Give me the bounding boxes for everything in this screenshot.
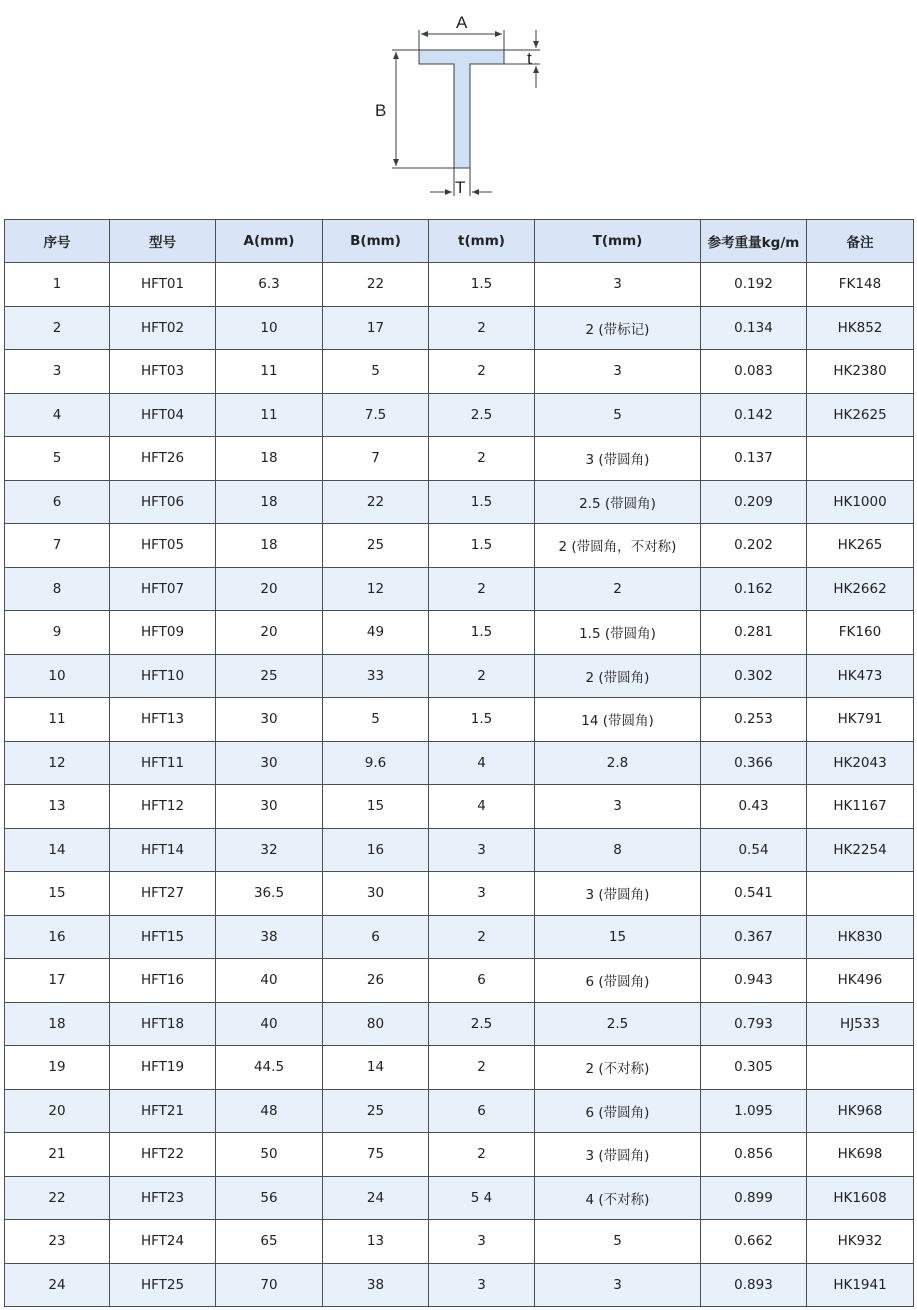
- cell-a: 20: [216, 567, 323, 611]
- cell-weight: 0.893: [701, 1263, 807, 1307]
- cell-t-large: 1.5 (带圆角): [535, 611, 701, 655]
- cell-a: 10: [216, 306, 323, 350]
- cell-t-small: 3: [429, 828, 535, 872]
- cell-index: 4: [5, 393, 110, 437]
- cell-t-small: 2.5: [429, 393, 535, 437]
- cell-model: HFT03: [110, 350, 216, 394]
- cell-a: 30: [216, 698, 323, 742]
- cell-index: 16: [5, 915, 110, 959]
- cell-t-small: 2: [429, 1046, 535, 1090]
- cell-remark: HK265: [807, 524, 914, 568]
- table-row: [5, 959, 914, 1003]
- cell-a: 30: [216, 741, 323, 785]
- cell-t-small: 3: [429, 1220, 535, 1264]
- cell-weight: 0.366: [701, 741, 807, 785]
- cell-model: HFT23: [110, 1176, 216, 1220]
- cell-weight: 0.793: [701, 1002, 807, 1046]
- table-row: [5, 654, 914, 698]
- cell-t-large: 3: [535, 350, 701, 394]
- cell-remark: FK160: [807, 611, 914, 655]
- cell-a: 40: [216, 1002, 323, 1046]
- cell-weight: 0.162: [701, 567, 807, 611]
- cell-index: 1: [5, 263, 110, 307]
- cell-weight: 0.209: [701, 480, 807, 524]
- cell-t-large: 3 (带圆角): [535, 1133, 701, 1177]
- cell-a: 56: [216, 1176, 323, 1220]
- dim-label-T: T: [455, 178, 466, 197]
- cell-weight: 0.943: [701, 959, 807, 1003]
- cell-model: HFT27: [110, 872, 216, 916]
- cell-weight: 0.281: [701, 611, 807, 655]
- cell-t-large: 3: [535, 1263, 701, 1307]
- cell-b: 13: [323, 1220, 429, 1264]
- cell-weight: 0.134: [701, 306, 807, 350]
- cell-index: 6: [5, 480, 110, 524]
- cell-weight: 0.367: [701, 915, 807, 959]
- table-row: [5, 872, 914, 916]
- cell-b: 26: [323, 959, 429, 1003]
- cell-t-small: 2.5: [429, 1002, 535, 1046]
- cell-weight: 0.662: [701, 1220, 807, 1264]
- cell-model: HFT18: [110, 1002, 216, 1046]
- cell-remark: HK1000: [807, 480, 914, 524]
- cell-remark: HK2043: [807, 741, 914, 785]
- cell-weight: 0.856: [701, 1133, 807, 1177]
- cell-model: HFT24: [110, 1220, 216, 1264]
- cell-t-large: 2.5: [535, 1002, 701, 1046]
- cell-index: 24: [5, 1263, 110, 1307]
- cell-weight: 0.142: [701, 393, 807, 437]
- cell-model: HFT12: [110, 785, 216, 829]
- cell-remark: HK830: [807, 915, 914, 959]
- cell-a: 48: [216, 1089, 323, 1133]
- cell-model: HFT22: [110, 1133, 216, 1177]
- dim-label-t: t: [527, 49, 532, 68]
- cell-weight: 0.305: [701, 1046, 807, 1090]
- cell-model: HFT25: [110, 1263, 216, 1307]
- cell-model: HFT02: [110, 306, 216, 350]
- cell-model: HFT16: [110, 959, 216, 1003]
- cell-index: 21: [5, 1133, 110, 1177]
- cell-remark: HK473: [807, 654, 914, 698]
- cell-b: 17: [323, 306, 429, 350]
- cell-t-small: 4: [429, 741, 535, 785]
- cell-remark: HJ533: [807, 1002, 914, 1046]
- cell-t-large: 2: [535, 567, 701, 611]
- cell-model: HFT01: [110, 263, 216, 307]
- cell-model: HFT11: [110, 741, 216, 785]
- cell-weight: 0.192: [701, 263, 807, 307]
- cell-t-small: 1.5: [429, 263, 535, 307]
- cell-remark: HK852: [807, 306, 914, 350]
- cell-a: 36.5: [216, 872, 323, 916]
- cell-weight: 0.202: [701, 524, 807, 568]
- cell-t-small: 1.5: [429, 698, 535, 742]
- table-row: [5, 785, 914, 829]
- table-row: [5, 1176, 914, 1220]
- cell-b: 5: [323, 350, 429, 394]
- cell-weight: 0.253: [701, 698, 807, 742]
- header-row: [5, 220, 914, 263]
- cell-index: 2: [5, 306, 110, 350]
- cell-index: 15: [5, 872, 110, 916]
- table-row: [5, 524, 914, 568]
- cell-t-large: 14 (带圆角): [535, 698, 701, 742]
- cell-a: 38: [216, 915, 323, 959]
- cell-t-small: 1.5: [429, 524, 535, 568]
- cell-t-large: 3 (带圆角): [535, 437, 701, 481]
- table-row: [5, 1046, 914, 1090]
- cell-a: 50: [216, 1133, 323, 1177]
- cell-a: 20: [216, 611, 323, 655]
- cell-model: HFT05: [110, 524, 216, 568]
- cell-b: 16: [323, 828, 429, 872]
- cell-t-small: 2: [429, 915, 535, 959]
- cell-b: 75: [323, 1133, 429, 1177]
- cell-b: 30: [323, 872, 429, 916]
- cell-weight: 0.137: [701, 437, 807, 481]
- header-t-large: T(mm): [535, 220, 701, 263]
- cell-model: HFT13: [110, 698, 216, 742]
- cell-t-large: 3: [535, 785, 701, 829]
- cell-t-large: 2 (带圆角): [535, 654, 701, 698]
- cell-index: 19: [5, 1046, 110, 1090]
- header-t-small: t(mm): [429, 220, 535, 263]
- cell-model: HFT15: [110, 915, 216, 959]
- cell-model: HFT26: [110, 437, 216, 481]
- cell-b: 9.6: [323, 741, 429, 785]
- cell-remark: HK496: [807, 959, 914, 1003]
- table-row: [5, 611, 914, 655]
- cell-remark: HK2625: [807, 393, 914, 437]
- cell-index: 11: [5, 698, 110, 742]
- cell-b: 12: [323, 567, 429, 611]
- cell-index: 12: [5, 741, 110, 785]
- cell-a: 6.3: [216, 263, 323, 307]
- cell-t-small: 2: [429, 437, 535, 481]
- cell-a: 44.5: [216, 1046, 323, 1090]
- cell-a: 18: [216, 524, 323, 568]
- cell-b: 22: [323, 480, 429, 524]
- cell-index: 13: [5, 785, 110, 829]
- cell-a: 70: [216, 1263, 323, 1307]
- table-row: [5, 1263, 914, 1307]
- cell-b: 33: [323, 654, 429, 698]
- cell-weight: 0.083: [701, 350, 807, 394]
- cell-index: 8: [5, 567, 110, 611]
- t-profile-drawing: [0, 0, 917, 218]
- table-row: [5, 741, 914, 785]
- cell-t-small: 2: [429, 654, 535, 698]
- cell-model: HFT04: [110, 393, 216, 437]
- cell-weight: 0.54: [701, 828, 807, 872]
- cell-t-small: 6: [429, 959, 535, 1003]
- cell-t-large: 3: [535, 263, 701, 307]
- cell-b: 7.5: [323, 393, 429, 437]
- cell-t-small: 1.5: [429, 611, 535, 655]
- table-row: [5, 437, 914, 481]
- table-row: [5, 1220, 914, 1264]
- cell-a: 40: [216, 959, 323, 1003]
- cell-index: 23: [5, 1220, 110, 1264]
- cell-a: 18: [216, 480, 323, 524]
- cell-t-large: 5: [535, 1220, 701, 1264]
- cell-index: 20: [5, 1089, 110, 1133]
- table-row: [5, 393, 914, 437]
- cell-index: 3: [5, 350, 110, 394]
- cell-t-small: 3: [429, 872, 535, 916]
- cell-a: 65: [216, 1220, 323, 1264]
- table-row: [5, 828, 914, 872]
- cell-weight: 0.43: [701, 785, 807, 829]
- cell-t-small: 1.5: [429, 480, 535, 524]
- cell-weight: 0.541: [701, 872, 807, 916]
- spec-table: [4, 219, 914, 1307]
- cell-remark: HK698: [807, 1133, 914, 1177]
- dim-label-B: B: [375, 101, 387, 120]
- cell-model: HFT07: [110, 567, 216, 611]
- cell-model: HFT21: [110, 1089, 216, 1133]
- cell-index: 9: [5, 611, 110, 655]
- cell-t-small: 2: [429, 306, 535, 350]
- cell-remark: HK2254: [807, 828, 914, 872]
- cell-t-small: 5 4: [429, 1176, 535, 1220]
- cell-index: 5: [5, 437, 110, 481]
- cell-t-large: 15: [535, 915, 701, 959]
- cell-b: 7: [323, 437, 429, 481]
- cell-b: 24: [323, 1176, 429, 1220]
- cell-remark: HK1941: [807, 1263, 914, 1307]
- cell-t-large: 6 (带圆角): [535, 1089, 701, 1133]
- cell-t-large: 2 (带标记): [535, 306, 701, 350]
- table-row: [5, 1002, 914, 1046]
- cell-a: 32: [216, 828, 323, 872]
- cell-model: HFT06: [110, 480, 216, 524]
- cell-remark: HK1167: [807, 785, 914, 829]
- cell-a: 25: [216, 654, 323, 698]
- header-b: B(mm): [323, 220, 429, 263]
- cell-remark: HK2380: [807, 350, 914, 394]
- header-weight: 参考重量kg/m: [701, 220, 807, 263]
- table-body: [5, 263, 914, 1307]
- cell-t-small: 2: [429, 350, 535, 394]
- cell-remark: FK148: [807, 263, 914, 307]
- header-index: 序号: [5, 220, 110, 263]
- table-row: [5, 1133, 914, 1177]
- cell-index: 14: [5, 828, 110, 872]
- cell-index: 7: [5, 524, 110, 568]
- cell-index: 17: [5, 959, 110, 1003]
- cell-t-large: 8: [535, 828, 701, 872]
- cell-t-large: 2 (带圆角，不对称): [535, 524, 701, 568]
- cell-t-large: 3 (带圆角): [535, 872, 701, 916]
- cell-remark: [807, 872, 914, 916]
- cell-t-small: 6: [429, 1089, 535, 1133]
- cell-b: 6: [323, 915, 429, 959]
- cell-model: HFT09: [110, 611, 216, 655]
- cell-model: HFT19: [110, 1046, 216, 1090]
- cell-a: 18: [216, 437, 323, 481]
- dim-label-A: A: [456, 13, 468, 32]
- cell-a: 30: [216, 785, 323, 829]
- cell-b: 14: [323, 1046, 429, 1090]
- table-row: [5, 350, 914, 394]
- cell-a: 11: [216, 350, 323, 394]
- cell-index: 18: [5, 1002, 110, 1046]
- table-row: [5, 698, 914, 742]
- table-row: [5, 306, 914, 350]
- cell-b: 38: [323, 1263, 429, 1307]
- cell-t-small: 3: [429, 1263, 535, 1307]
- table-row: [5, 263, 914, 307]
- cell-b: 5: [323, 698, 429, 742]
- cell-t-small: 2: [429, 567, 535, 611]
- cell-t-large: 6 (带圆角): [535, 959, 701, 1003]
- header-a: A(mm): [216, 220, 323, 263]
- header-remark: 备注: [807, 220, 914, 263]
- cell-t-small: 2: [429, 1133, 535, 1177]
- table-row: [5, 1089, 914, 1133]
- cell-t-large: 5: [535, 393, 701, 437]
- cell-remark: HK932: [807, 1220, 914, 1264]
- table-header: [5, 220, 914, 263]
- cell-index: 10: [5, 654, 110, 698]
- cell-t-large: 2 (不对称): [535, 1046, 701, 1090]
- cell-remark: HK791: [807, 698, 914, 742]
- cell-remark: [807, 437, 914, 481]
- table-row: [5, 915, 914, 959]
- t-profile-diagram: [0, 0, 917, 218]
- cell-remark: HK968: [807, 1089, 914, 1133]
- cell-remark: HK1608: [807, 1176, 914, 1220]
- header-model: 型号: [110, 220, 216, 263]
- table-row: [5, 567, 914, 611]
- cell-t-large: 2.8: [535, 741, 701, 785]
- cell-weight: 1.095: [701, 1089, 807, 1133]
- cell-model: HFT10: [110, 654, 216, 698]
- table-row: [5, 480, 914, 524]
- cell-weight: 0.899: [701, 1176, 807, 1220]
- cell-t-large: 4 (不对称): [535, 1176, 701, 1220]
- cell-index: 22: [5, 1176, 110, 1220]
- cell-b: 49: [323, 611, 429, 655]
- t-profile-shape: [419, 50, 504, 168]
- cell-b: 25: [323, 524, 429, 568]
- cell-weight: 0.302: [701, 654, 807, 698]
- cell-b: 80: [323, 1002, 429, 1046]
- cell-b: 22: [323, 263, 429, 307]
- cell-b: 25: [323, 1089, 429, 1133]
- cell-a: 11: [216, 393, 323, 437]
- cell-remark: [807, 1046, 914, 1090]
- cell-remark: HK2662: [807, 567, 914, 611]
- cell-t-small: 4: [429, 785, 535, 829]
- cell-t-large: 2.5 (带圆角): [535, 480, 701, 524]
- cell-b: 15: [323, 785, 429, 829]
- cell-model: HFT14: [110, 828, 216, 872]
